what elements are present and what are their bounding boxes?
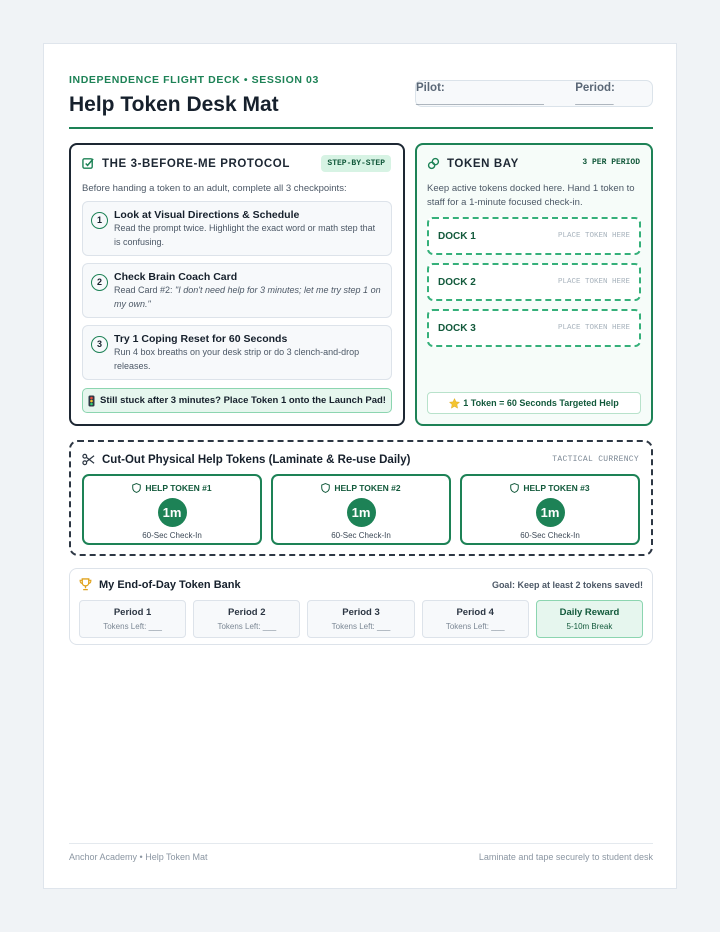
token-rate-note	[427, 392, 641, 414]
token-row	[82, 474, 640, 545]
desk-mat-page	[43, 43, 677, 889]
daily-reward-card	[536, 600, 643, 638]
help-token-card	[82, 474, 262, 545]
period-name: Period 1	[113, 607, 152, 618]
protocol-intro: Before handing a token to an adult, complete all 3 checkpoints:	[82, 183, 347, 194]
period-row	[79, 600, 643, 638]
tokens-left-field: Tokens Left: ___	[103, 622, 162, 631]
shield-icon	[132, 483, 141, 493]
dock-label: DOCK 2	[438, 276, 476, 288]
dock-label: DOCK 3	[438, 322, 476, 334]
footer-right: Laminate and tape securely to student desk	[478, 852, 653, 862]
token-caption: 60-Sec Check-In	[142, 531, 202, 540]
step-title: Try 1 Coping Reset for 60 Seconds	[114, 333, 288, 345]
token-label: HELP TOKEN #3	[523, 483, 590, 493]
token-coin: 1m	[536, 498, 565, 527]
step-number: 2	[91, 274, 108, 291]
dock-label: DOCK 1	[438, 230, 476, 242]
token-coin: 1m	[347, 498, 376, 527]
stuck-callout	[82, 388, 392, 413]
period-card	[307, 600, 414, 638]
bank-goal: Goal: Keep at least 2 tokens saved!	[491, 580, 643, 590]
bank-title: My End-of-Day Token Bank	[99, 578, 241, 591]
step-title: Look at Visual Directions & Schedule	[114, 209, 300, 221]
checklist-icon	[82, 157, 95, 170]
period-card	[193, 600, 300, 638]
step-number: 3	[91, 336, 108, 353]
step-description: Run 4 box breaths on your desk strip or do 3 clench-and-drop releases.	[114, 347, 360, 371]
period-name: Period 2	[228, 607, 266, 618]
checkpoint-step	[82, 201, 392, 256]
shield-icon	[321, 483, 330, 493]
header	[69, 74, 653, 129]
help-token-card	[271, 474, 451, 545]
pilot-field: Pilot: ____________________	[416, 81, 544, 106]
dock-placeholder: PLACE TOKEN HERE	[557, 278, 630, 286]
trophy-icon	[79, 578, 92, 591]
token-rate-text: 1 Token = 60 Seconds Targeted Help	[463, 398, 619, 408]
period-name: Period 4	[456, 607, 494, 618]
protocol-panel	[69, 143, 405, 426]
tokens-left-field: Tokens Left: ___	[331, 622, 391, 631]
cutout-title: Cut-Out Physical Help Tokens (Laminate & Re-use Daily)	[102, 453, 411, 466]
link-icon	[427, 157, 440, 170]
step-title: Check Brain Coach Card	[114, 271, 238, 283]
header-divider	[69, 127, 653, 129]
per-period-label: 3 PER PERIOD	[582, 158, 640, 167]
checkpoint-step	[82, 325, 392, 380]
stuck-text: Still stuck after 3 minutes? Place Token 1 onto the Launch Pad!	[100, 395, 386, 406]
pilot-period-box	[415, 80, 653, 107]
traffic-light-icon	[88, 395, 95, 407]
period-card	[79, 600, 186, 638]
token-bank-panel	[69, 568, 653, 645]
bay-title: TOKEN BAY	[447, 157, 519, 170]
bay-intro: Keep active tokens docked here. Hand 1 token to staff for a 1-minute focused check-in.	[427, 183, 635, 208]
step-number: 1	[91, 212, 108, 229]
currency-tag: TACTICAL CURRENCY	[552, 455, 639, 464]
dock-slot	[427, 309, 641, 347]
step-desc-quote: "I don't need help for 3 minutes; let me try step 1 on my own."	[114, 285, 381, 309]
step-by-step-badge: STEP-BY-STEP	[321, 155, 391, 172]
token-coin: 1m	[158, 498, 187, 527]
period-card	[422, 600, 529, 638]
token-label: HELP TOKEN #1	[145, 483, 212, 493]
reward-value: 5-10m Break	[566, 622, 613, 631]
help-token-card	[460, 474, 640, 545]
footer-left: Anchor Academy • Help Token Mat	[69, 852, 208, 862]
token-caption: 60-Sec Check-In	[520, 531, 580, 540]
star-icon	[449, 398, 460, 409]
shield-icon	[510, 483, 519, 493]
cutout-tokens-panel	[69, 440, 653, 556]
checkpoint-step	[82, 263, 392, 318]
token-caption: 60-Sec Check-In	[331, 531, 391, 540]
step-description	[114, 284, 383, 311]
dock-slot	[427, 217, 641, 255]
dock-placeholder: PLACE TOKEN HERE	[557, 232, 630, 240]
page-title: Help Token Desk Mat	[69, 93, 279, 116]
token-label: HELP TOKEN #2	[334, 483, 401, 493]
period-name: Period 3	[342, 607, 380, 618]
page-footer	[69, 843, 653, 862]
dock-placeholder: PLACE TOKEN HERE	[557, 324, 630, 332]
reward-title: Daily Reward	[559, 607, 620, 618]
period-field: Period: ______	[575, 81, 615, 106]
tokens-left-field: Tokens Left: ___	[217, 622, 277, 631]
step-desc-prefix: Read Card #2:	[114, 285, 176, 295]
token-bay-panel	[415, 143, 653, 426]
tokens-left-field: Tokens Left: ___	[445, 622, 505, 631]
protocol-title: THE 3-BEFORE-ME PROTOCOL	[102, 157, 290, 170]
step-description: Read the prompt twice. Highlight the exact word or math step that is confusing.	[114, 223, 376, 247]
dock-slot	[427, 263, 641, 301]
session-kicker: INDEPENDENCE FLIGHT DECK • SESSION 03	[69, 74, 319, 86]
scissors-icon	[82, 453, 95, 466]
